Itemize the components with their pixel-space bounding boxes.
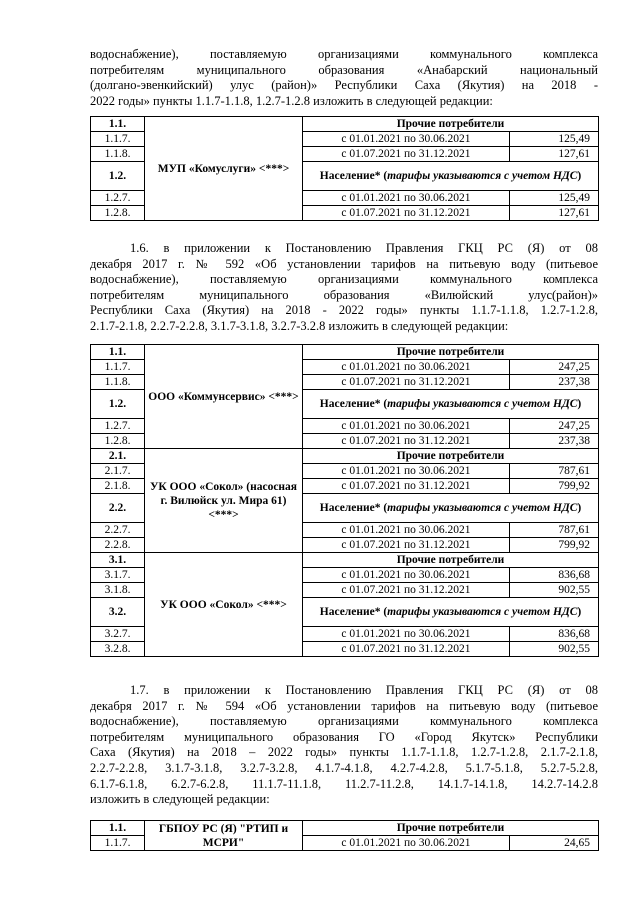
row-number: 3.2.7.: [91, 627, 145, 642]
tariff-period: с 01.07.2021 по 31.12.2021: [303, 479, 510, 494]
table-row: [91, 345, 599, 360]
tariff-period: с 01.07.2021 по 31.12.2021: [303, 434, 510, 449]
row-number: 2.1.8.: [91, 479, 145, 494]
paragraph-line: (долгано-эвенкийский) улус (район)» Республики Саха (Якутия) на 2018 -: [90, 78, 598, 93]
population-category-header: [303, 390, 599, 419]
tariff-value: 127,61: [510, 147, 599, 162]
tariff-period: с 01.07.2021 по 31.12.2021: [303, 583, 510, 598]
tariff-period: с 01.01.2021 по 30.06.2021: [303, 627, 510, 642]
vat-note: тарифы указываются с учетом НДС: [387, 606, 578, 618]
row-number: 1.1.: [91, 345, 145, 360]
row-number: 1.2.7.: [91, 419, 145, 434]
paragraph-line: водоснабжение), поставляемую организациями коммунального комплекса: [90, 272, 598, 287]
tariff-period: с 01.07.2021 по 31.12.2021: [303, 206, 510, 221]
vat-note: тарифы указываются с учетом НДС: [387, 502, 578, 514]
paragraph-line: изложить в следующей редакции:: [90, 792, 270, 807]
tariff-period: с 01.07.2021 по 31.12.2021: [303, 147, 510, 162]
row-number: 2.1.7.: [91, 464, 145, 479]
population-category-header: [303, 494, 599, 523]
consumer-category-header: Прочие потребители: [303, 117, 599, 132]
table-row: [91, 553, 599, 568]
row-number: 3.2.: [91, 598, 145, 627]
organization-name: МУП «Комуслуги» <***>: [145, 117, 303, 221]
row-number: 1.2.8.: [91, 434, 145, 449]
row-number: 1.2.8.: [91, 206, 145, 221]
tariff-value: 24,65: [510, 836, 599, 851]
tariff-value: 902,55: [510, 583, 599, 598]
population-label-tail: ): [577, 398, 582, 410]
paragraph-line: 2.1.7-2.1.8, 2.2.7-2.2.8, 3.1.7-3.1.8, 3.2.7-3.2.8 изложить в следующей редакции:: [90, 318, 509, 333]
paragraph-line: декабря 2017 г. № 592 «Об установлении тарифов на питьевую воду (питьевое: [90, 256, 598, 271]
paragraph-line: водоснабжение), поставляемую организациями коммунального комплекса: [90, 714, 598, 729]
row-number: 1.1.8.: [91, 147, 145, 162]
paragraph-line: Республики Саха (Якутия) на 2018 - 2022 годы» пункты 1.1.7-1.1.8, 1.2.7-1.2.8,: [90, 303, 598, 318]
tariff-period: с 01.01.2021 по 30.06.2021: [303, 523, 510, 538]
paragraph-line: 1.6. в приложении к Постановлению Правления ГКЦ РС (Я) от 08: [130, 241, 598, 255]
population-label-tail: ): [577, 170, 582, 182]
tariff-value: 127,61: [510, 206, 599, 221]
tariff-period: с 01.01.2021 по 30.06.2021: [303, 836, 510, 851]
row-number: 1.2.: [91, 390, 145, 419]
tariff-table-vilyuysk: [90, 344, 599, 657]
tariff-period: с 01.07.2021 по 31.12.2021: [303, 642, 510, 657]
row-number: 1.2.7.: [91, 191, 145, 206]
tariff-period: с 01.01.2021 по 30.06.2021: [303, 464, 510, 479]
tariff-value: 787,61: [510, 464, 599, 479]
paragraph-line: потребителям муниципального образования ГО «Город Якутск» Республики: [90, 729, 598, 744]
vat-note: тарифы указываются с учетом НДС: [387, 398, 578, 410]
tariff-period: с 01.01.2021 по 30.06.2021: [303, 568, 510, 583]
tariff-value: 237,38: [510, 434, 599, 449]
table-row: [91, 117, 599, 132]
tariff-value: 836,68: [510, 627, 599, 642]
row-number: 1.1.8.: [91, 375, 145, 390]
population-label: Население* (: [319, 398, 388, 410]
paragraph-line: потребителям муниципального образования «Вилюйский улус(район)»: [90, 287, 598, 302]
table-row: [91, 449, 599, 464]
population-category-header: [303, 162, 599, 191]
row-number: 1.1.: [91, 821, 145, 836]
consumer-category-header: Прочие потребители: [303, 449, 599, 464]
organization-name: ООО «Коммунсервис» <***>: [145, 345, 303, 449]
organization-name: УК ООО «Сокол» <***>: [145, 553, 303, 657]
organization-name: УК ООО «Сокол» (насосная г. Вилюйск ул. Мира 61) <***>: [145, 449, 303, 553]
population-label: Население* (: [319, 502, 388, 514]
vat-note: тарифы указываются с учетом НДС: [387, 170, 578, 182]
paragraph-line: декабря 2017 г. № 594 «Об установлении тарифов на питьевую воду (питьевое: [90, 698, 598, 713]
tariff-value: 237,38: [510, 375, 599, 390]
tariff-period: с 01.01.2021 по 30.06.2021: [303, 132, 510, 147]
row-number: 1.1.: [91, 117, 145, 132]
paragraph-line: водоснабжение), поставляемую организациями коммунального комплекса: [90, 47, 598, 61]
row-number: 1.2.: [91, 162, 145, 191]
row-number: 1.1.7.: [91, 132, 145, 147]
consumer-category-header: Прочие потребители: [303, 821, 599, 836]
consumer-category-header: Прочие потребители: [303, 553, 599, 568]
population-label-tail: ): [577, 606, 582, 618]
tariff-value: 787,61: [510, 523, 599, 538]
paragraph-line: потребителям муниципального образования «Анабарский национальный: [90, 62, 598, 77]
tariff-period: с 01.01.2021 по 30.06.2021: [303, 191, 510, 206]
row-number: 3.1.: [91, 553, 145, 568]
tariff-value: 247,25: [510, 360, 599, 375]
paragraph-line: 2022 годы» пункты 1.1.7-1.1.8, 1.2.7-1.2.8 изложить в следующей редакции:: [90, 93, 493, 108]
row-number: 2.2.: [91, 494, 145, 523]
paragraph-line: 6.1.7-6.1.8, 6.2.7-6.2.8, 11.1.7-11.1.8, 11.2.7-11.2.8, 14.1.7-14.1.8, 14.2.7-14.2.8: [90, 776, 598, 791]
row-number: 3.1.7.: [91, 568, 145, 583]
paragraph-line: Саха (Якутия) на 2018 – 2022 годы» пункты 1.1.7-1.1.8, 1.2.7-1.2.8, 2.1.7-2.1.8,: [90, 745, 598, 760]
population-label-tail: ): [577, 502, 582, 514]
tariff-period: с 01.01.2021 по 30.06.2021: [303, 419, 510, 434]
paragraph-line: 2.2.7-2.2.8, 3.1.7-3.1.8, 3.2.7-3.2.8, 4.1.7-4.1.8, 4.2.7-4.2.8, 5.1.7-5.1.8, 5.2.7-5.2.8,: [90, 760, 598, 775]
row-number: 2.1.: [91, 449, 145, 464]
tariff-value: 836,68: [510, 568, 599, 583]
table-row: [91, 821, 599, 836]
paragraph-1-6: [90, 241, 598, 335]
tariff-period: с 01.01.2021 по 30.06.2021: [303, 360, 510, 375]
row-number: 1.1.7.: [91, 360, 145, 375]
tariff-table-yakutsk: [90, 820, 599, 851]
tariff-value: 247,25: [510, 419, 599, 434]
paragraph-1: [90, 47, 598, 109]
row-number: 2.2.7.: [91, 523, 145, 538]
paragraph-1-7: [90, 683, 598, 808]
organization-name: ГБПОУ РС (Я) "РТИП и МСРИ": [145, 821, 303, 851]
paragraph-line: 1.7. в приложении к Постановлению Правления ГКЦ РС (Я) от 08: [130, 683, 598, 697]
row-number: 3.1.8.: [91, 583, 145, 598]
tariff-value: 125,49: [510, 191, 599, 206]
tariff-value: 799,92: [510, 479, 599, 494]
tariff-value: 799,92: [510, 538, 599, 553]
row-number: 2.2.8.: [91, 538, 145, 553]
tariff-value: 902,55: [510, 642, 599, 657]
population-category-header: [303, 598, 599, 627]
row-number: 3.2.8.: [91, 642, 145, 657]
tariff-value: 125,49: [510, 132, 599, 147]
tariff-table-anabar: [90, 116, 599, 221]
population-label: Население* (: [319, 606, 388, 618]
tariff-period: с 01.07.2021 по 31.12.2021: [303, 538, 510, 553]
population-label: Население* (: [319, 170, 388, 182]
consumer-category-header: Прочие потребители: [303, 345, 599, 360]
row-number: 1.1.7.: [91, 836, 145, 851]
tariff-period: с 01.07.2021 по 31.12.2021: [303, 375, 510, 390]
